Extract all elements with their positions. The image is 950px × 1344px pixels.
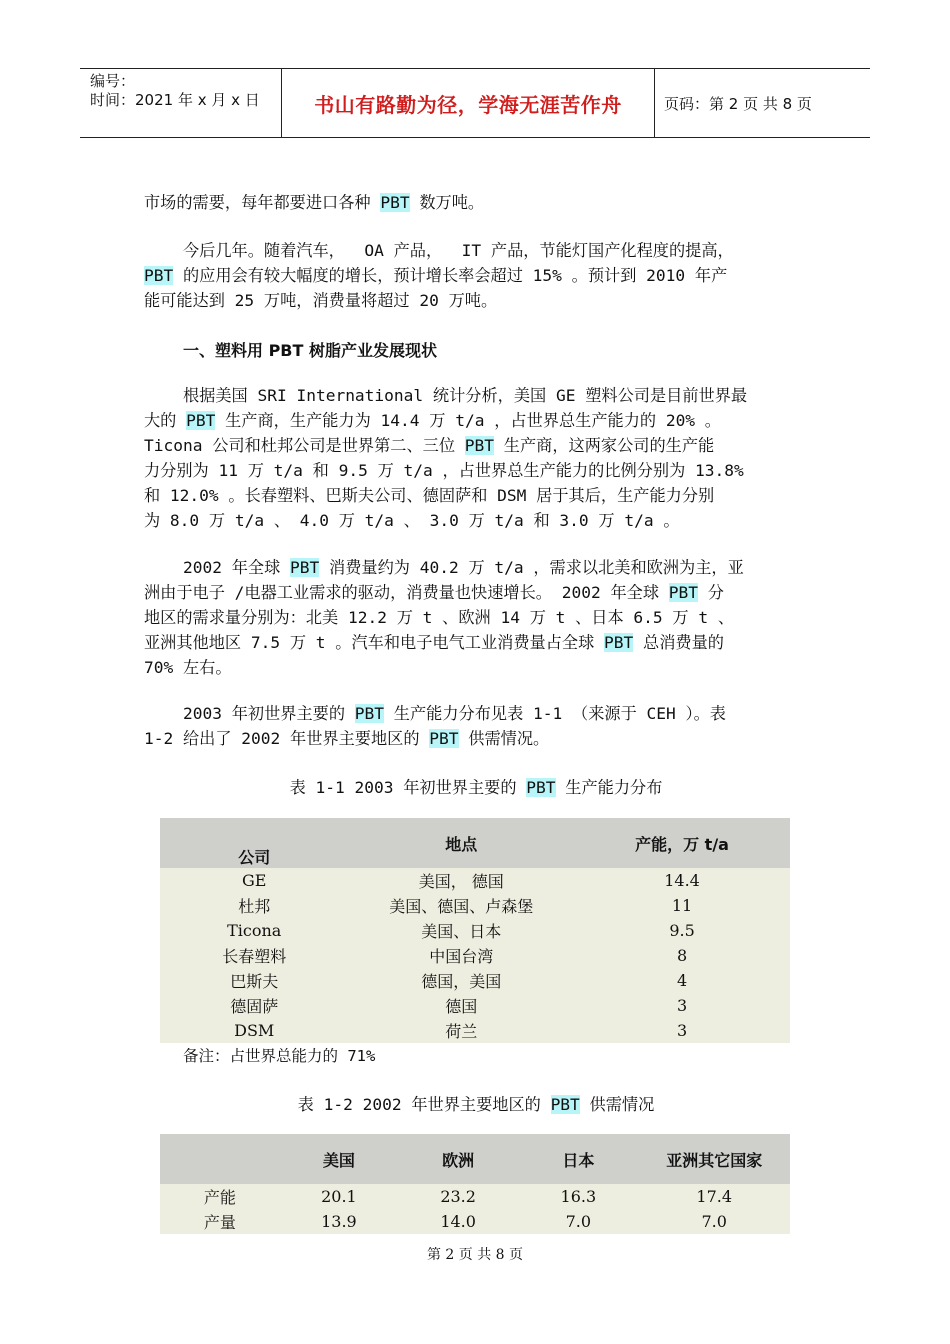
paragraph-1 <box>144 190 808 215</box>
pbt-highlight: PBT <box>604 633 634 652</box>
text-line: 能可能达到 25 万吨，消费量将超过 20 万吨。 <box>144 291 498 310</box>
capacity-table <box>160 818 790 1043</box>
table-row <box>160 993 790 1018</box>
header-page-number: 页码：第 2 页 共 8 页 <box>664 94 812 113</box>
table-cell: 德国 <box>348 993 574 1018</box>
supply-demand-table <box>160 1134 790 1234</box>
table-cell: 8 <box>574 943 790 968</box>
table-1-note: 备注：占世界总能力的 71% <box>183 1047 376 1065</box>
table-cell: 美国， 德国 <box>348 868 574 893</box>
table-cell: 德国，美国 <box>348 968 574 993</box>
table-cell: 产量 <box>160 1209 280 1234</box>
text-line: 地区的需求量分别为：北美 12.2 万 t 、欧洲 14 万 t 、日本 6.5 万 t 、 <box>144 608 735 627</box>
table-cell: 23.2 <box>398 1184 518 1209</box>
text-line: 2002 年全球 PBT 消费量约为 40.2 万 t/a ，需求以北美和欧洲为主，亚 <box>144 558 744 577</box>
paragraph-2 <box>144 238 808 313</box>
text-line: 和 12.0% 。长春塑料、巴斯夫公司、德固萨和 DSM 居于其后，生产能力分别 <box>144 486 715 505</box>
table-cell: 16.3 <box>518 1184 638 1209</box>
pbt-highlight: PBT <box>380 193 410 212</box>
paragraph-4 <box>144 555 808 680</box>
text-line: PBT 的应用会有较大幅度的增长，预计增长率会超过 15% 。预计到 2010 年产 <box>144 266 728 285</box>
page-header <box>80 68 870 138</box>
pbt-highlight: PBT <box>526 778 556 797</box>
pbt-highlight: PBT <box>144 266 174 285</box>
pbt-highlight: PBT <box>354 704 385 723</box>
text-line: 根据美国 SRI International 统计分析，美国 GE 塑料公司是目前世界最 <box>144 386 748 405</box>
text-line: 2003 年初世界主要的 PBT 生产能力分布见表 1-1 （来源于 CEH ）。表 <box>144 704 726 723</box>
pbt-highlight: PBT <box>550 1095 580 1114</box>
table-cell: 美国、德国、卢森堡 <box>348 893 574 918</box>
table-row <box>160 968 790 993</box>
text-line: 市场的需要，每年都要进口各种 PBT 数万吨。 <box>144 193 485 212</box>
page-footer: 第 2 页 共 8 页 <box>426 1247 524 1263</box>
paragraph-5 <box>144 701 808 751</box>
column-header-location: 地点 <box>348 818 574 868</box>
section-heading: 一、塑料用 PBT 树脂产业发展现状 <box>183 341 437 360</box>
header-meta <box>80 69 282 137</box>
text-line: 1-2 给出了 2002 年世界主要地区的 PBT 供需情况。 <box>144 729 550 748</box>
column-header-japan: 日本 <box>518 1134 638 1184</box>
table-2-caption: 表 1-2 2002 年世界主要地区的 PBT 供需情况 <box>297 1095 655 1114</box>
table-cell: DSM <box>160 1018 348 1043</box>
text-line: 今后几年。随着汽车， OA 产品， IT 产品，节能灯国产化程度的提高， <box>144 241 734 260</box>
table-cell: 中国台湾 <box>348 943 574 968</box>
column-header-capacity: 产能，万 t/a <box>574 818 790 868</box>
table-cell: 杜邦 <box>160 893 348 918</box>
table-cell: 7.0 <box>638 1209 790 1234</box>
table-cell: 7.0 <box>518 1209 638 1234</box>
column-header-company: 公司 <box>160 818 348 868</box>
text-line: 洲由于电子 /电器工业需求的驱动，消费量也快速增长。 2002 年全球 PBT 分 <box>144 583 724 602</box>
text-line: 亚洲其他地区 7.5 万 t 。汽车和电子电气工业消费量占全球 PBT 总消费量的 <box>144 633 724 652</box>
table-cell: 4 <box>574 968 790 993</box>
header-motto: 书山有路勤为径，学海无涯苦作舟 <box>314 92 622 117</box>
table-row <box>160 868 790 893</box>
table-cell: 14.4 <box>574 868 790 893</box>
table-cell: 9.5 <box>574 918 790 943</box>
paragraph-3 <box>144 383 808 533</box>
table-row <box>160 1209 790 1234</box>
table-header-row <box>160 818 790 868</box>
table-cell: 14.0 <box>398 1209 518 1234</box>
table-cell: 20.1 <box>280 1184 398 1209</box>
doc-date-label: 时间：2021 年 x 月 x 日 <box>90 91 260 109</box>
table-row <box>160 943 790 968</box>
table-cell: Ticona <box>160 918 348 943</box>
table-cell: 美国、日本 <box>348 918 574 943</box>
header-motto-cell <box>282 69 655 137</box>
column-header-usa: 美国 <box>280 1134 398 1184</box>
column-header-europe: 欧洲 <box>398 1134 518 1184</box>
table-row <box>160 893 790 918</box>
text-line: 大的 PBT 生产商，生产能力为 14.4 万 t/a ，占世界总生产能力的 20% 。 <box>144 411 721 430</box>
table-cell: 巴斯夫 <box>160 968 348 993</box>
text-line: 为 8.0 万 t/a 、 4.0 万 t/a 、 3.0 万 t/a 和 3.0 万 t/a 。 <box>144 511 680 530</box>
pbt-highlight: PBT <box>186 411 216 430</box>
table-row <box>160 918 790 943</box>
pbt-highlight: PBT <box>290 558 320 577</box>
text-line: 70% 左右。 <box>144 658 232 677</box>
column-header-blank <box>160 1134 280 1184</box>
pbt-highlight: PBT <box>429 729 459 748</box>
table-cell: 长春塑料 <box>160 943 348 968</box>
table-cell: 3 <box>574 993 790 1018</box>
table-cell: 德固萨 <box>160 993 348 1018</box>
table-row <box>160 1184 790 1209</box>
doc-number-label: 编号： <box>90 72 136 90</box>
text-line: 力分别为 11 万 t/a 和 9.5 万 t/a ，占世界总生产能力的比例分别为 13.8% <box>144 461 744 480</box>
table-cell: 荷兰 <box>348 1018 574 1043</box>
table-header-row <box>160 1134 790 1184</box>
table-cell: GE <box>160 868 348 893</box>
table-cell: 3 <box>574 1018 790 1043</box>
table-cell: 11 <box>574 893 790 918</box>
table-row <box>160 1018 790 1043</box>
column-header-other-asia: 亚洲其它国家 <box>638 1134 790 1184</box>
pbt-highlight: PBT <box>668 583 699 602</box>
text-line: Ticona 公司和杜邦公司是世界第二、三位 PBT 生产商，这两家公司的生产能 <box>144 436 715 455</box>
table-cell: 17.4 <box>638 1184 790 1209</box>
table-cell: 产能 <box>160 1184 280 1209</box>
table-cell: 13.9 <box>280 1209 398 1234</box>
table-1-caption: 表 1-1 2003 年初世界主要的 PBT 生产能力分布 <box>289 778 663 797</box>
pbt-highlight: PBT <box>464 436 495 455</box>
